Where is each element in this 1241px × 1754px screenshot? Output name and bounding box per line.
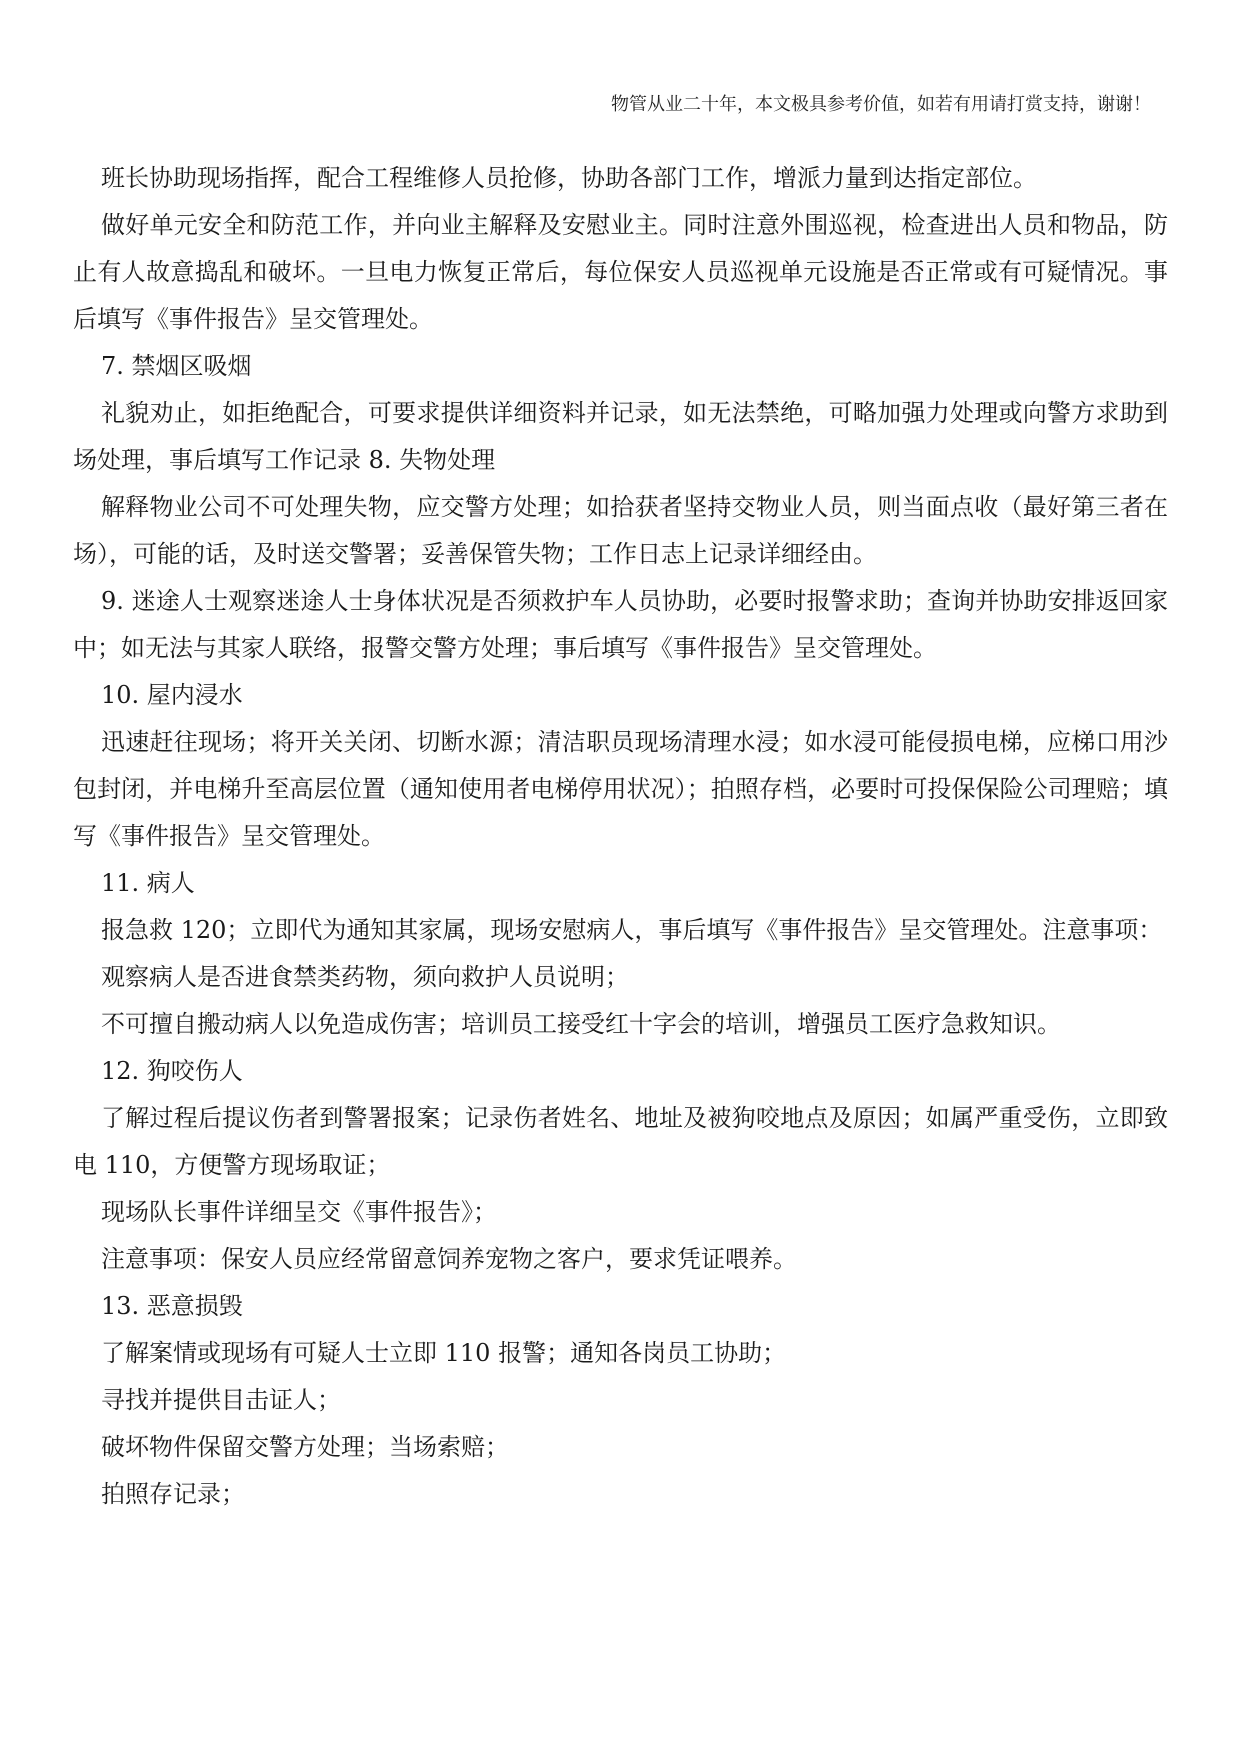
section-heading: 13. 恶意损毁 xyxy=(101,1292,243,1320)
paragraph: 不可擅自搬动病人以免造成伤害；培训员工接受红十字会的培训，增强员工医疗急救知识。 xyxy=(101,1010,1061,1038)
paragraph: 礼貌劝止，如拒绝配合，可要求提供详细资料并记录，如无法禁绝，可略加强力处理或向警方求助到场处理，事后填写工作记录 8. 失物处理 xyxy=(73,399,1168,474)
paragraph: 了解过程后提议伤者到警署报案；记录伤者姓名、地址及被狗咬地点及原因；如属严重受伤，立即致电 110，方便警方现场取证； xyxy=(73,1104,1168,1179)
paragraph: 破坏物件保留交警方处理；当场索赔； xyxy=(101,1433,509,1461)
paragraph: 报急救 120；立即代为通知其家属，现场安慰病人，事后填写《事件报告》呈交管理处。注意事项： xyxy=(101,916,1163,944)
header-note: 物管从业二十年，本文极具参考价值，如若有用请打赏支持，谢谢！ xyxy=(611,94,1151,115)
paragraph: 拍照存记录； xyxy=(101,1480,245,1508)
paragraph: 迅速赶往现场；将开关关闭、切断水源；清洁职员现场清理水浸；如水浸可能侵损电梯，应梯口用沙包封闭，并电梯升至高层位置（通知使用者电梯停用状况）；拍照存档，必要时可投保保险公司理赔；填写《事件报告》呈交管理处。 xyxy=(73,728,1168,850)
paragraph: 现场队长事件详细呈交《事件报告》； xyxy=(101,1198,497,1226)
paragraph: 注意事项：保安人员应经常留意饲养宠物之客户，要求凭证喂养。 xyxy=(101,1245,797,1273)
paragraph: 做好单元安全和防范工作，并向业主解释及安慰业主。同时注意外围巡视，检查进出人员和物品，防止有人故意捣乱和破坏。一旦电力恢复正常后，每位保安人员巡视单元设施是否正常或有可疑情况。事后填写《事件报告》呈交管理处。 xyxy=(73,211,1168,333)
paragraph: 了解案情或现场有可疑人士立即 110 报警；通知各岗员工协助； xyxy=(101,1339,787,1367)
paragraph: 寻找并提供目击证人； xyxy=(101,1386,341,1414)
paragraph: 解释物业公司不可处理失物，应交警方处理；如拾获者坚持交物业人员，则当面点收（最好第三者在场），可能的话，及时送交警署；妥善保管失物；工作日志上记录详细经由。 xyxy=(73,493,1168,568)
section-heading: 7. 禁烟区吸烟 xyxy=(101,352,252,380)
section-heading: 12. 狗咬伤人 xyxy=(101,1057,243,1085)
section-heading: 11. 病人 xyxy=(101,869,195,897)
section-heading: 10. 屋内浸水 xyxy=(101,681,243,709)
paragraph: 班长协助现场指挥，配合工程维修人员抢修，协助各部门工作，增派力量到达指定部位。 xyxy=(101,164,1037,192)
document-body xyxy=(73,155,1168,1518)
paragraph: 观察病人是否进食禁类药物，须向救护人员说明； xyxy=(101,963,629,991)
paragraph: 9. 迷途人士观察迷途人士身体状况是否须救护车人员协助，必要时报警求助；查询并协助安排返回家中；如无法与其家人联络，报警交警方处理；事后填写《事件报告》呈交管理处。 xyxy=(73,587,1168,662)
